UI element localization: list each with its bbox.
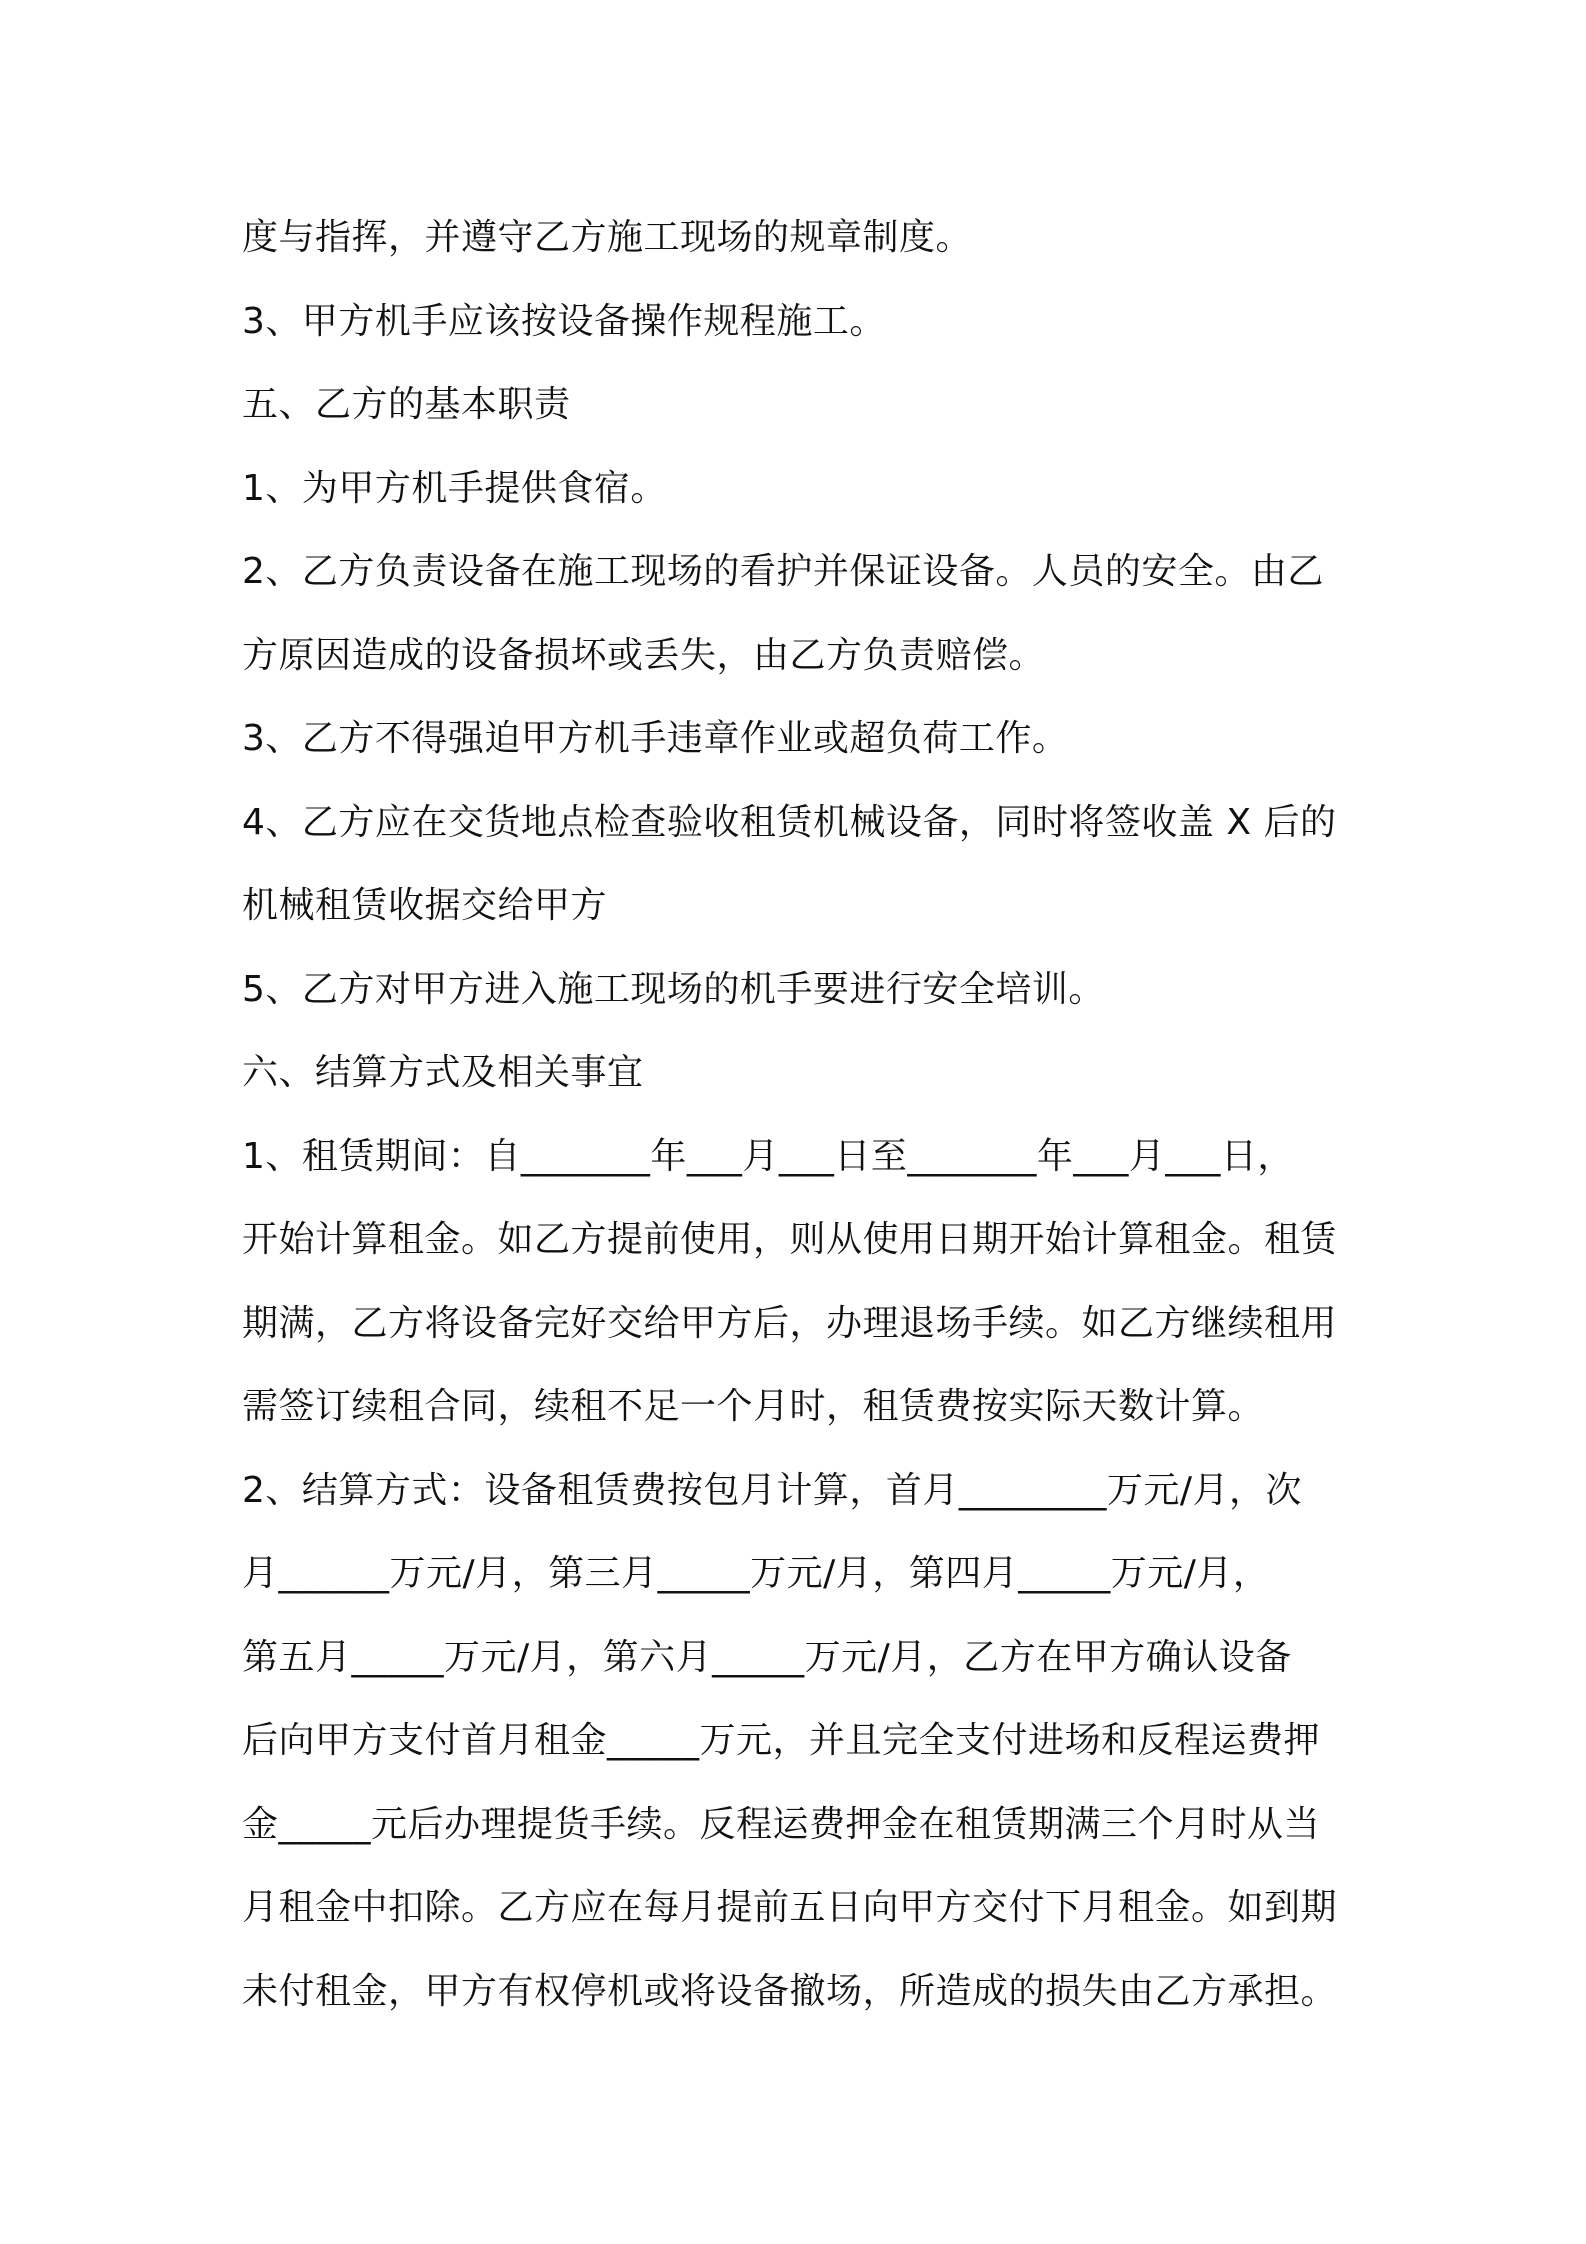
text-line: 开始计算租金。如乙方提前使用，则从使用日期开始计算租金。租赁 bbox=[242, 1219, 1338, 1260]
text-line: 1、租赁期间：自_______年___月___日至_______年___月___日， bbox=[242, 1135, 1294, 1177]
document-body bbox=[242, 196, 1362, 2033]
section-heading: 五、乙方的基本职责 bbox=[242, 384, 571, 425]
text-line: 金_____元后办理提货手续。反程运费押金在租赁期满三个月时从当 bbox=[242, 1803, 1321, 1845]
text-line: 3、乙方不得强迫甲方机手违章作业或超负荷工作。 bbox=[242, 718, 1069, 759]
text-line: 5、乙方对甲方进入施工现场的机手要进行安全培训。 bbox=[242, 968, 1105, 1010]
text-line: 需签订续租合同，续租不足一个月时，租赁费按实际天数计算。 bbox=[242, 1386, 1265, 1427]
text-line: 3、甲方机手应该按设备操作规程施工。 bbox=[242, 300, 886, 342]
text-line: 度与指挥，并遵守乙方施工现场的规章制度。 bbox=[242, 217, 973, 258]
text-line: 机械租赁收据交给甲方 bbox=[242, 885, 608, 926]
text-line: 1、为甲方机手提供食宿。 bbox=[242, 467, 667, 509]
text-line: 4、乙方应在交货地点检查验收租赁机械设备，同时将签收盖 X 后的 bbox=[242, 801, 1337, 843]
text-line: 2、乙方负责设备在施工现场的看护并保证设备。人员的安全。由乙 bbox=[242, 551, 1324, 592]
text-line: 第五月_____万元/月，第六月_____万元/月，乙方在甲方确认设备 bbox=[242, 1636, 1292, 1678]
text-line: 月租金中扣除。乙方应在每月提前五日向甲方交付下月租金。如到期 bbox=[242, 1887, 1338, 1928]
section-heading: 六、结算方式及相关事宜 bbox=[242, 1052, 644, 1093]
text-line: 期满，乙方将设备完好交给甲方后，办理退场手续。如乙方继续租用 bbox=[242, 1302, 1338, 1344]
text-line: 月______万元/月，第三月_____万元/月，第四月_____万元/月， bbox=[242, 1553, 1270, 1594]
text-line: 未付租金，甲方有权停机或将设备撤场，所造成的损失由乙方承担。 bbox=[242, 1970, 1338, 2012]
text-line: 方原因造成的设备损坏或丢失，由乙方负责赔偿。 bbox=[242, 634, 1046, 676]
text-line: 2、结算方式：设备租赁费按包月计算，首月________万元/月，次 bbox=[242, 1469, 1303, 1511]
text-line: 后向甲方支付首月租金_____万元，并且完全支付进场和反程运费押 bbox=[242, 1720, 1321, 1761]
